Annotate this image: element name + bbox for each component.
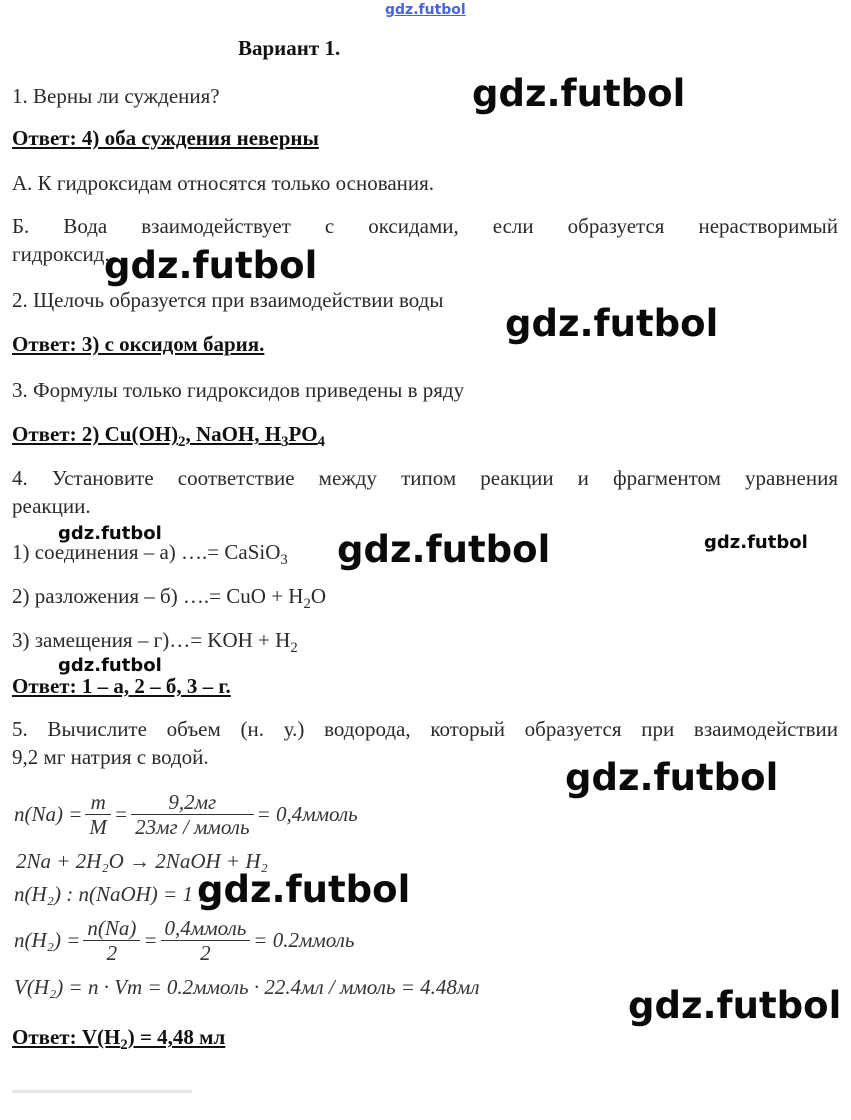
watermark: gdz.futbol	[565, 756, 779, 799]
cut-off-text-line	[12, 1090, 192, 1093]
formula-moles-h2: n(H₂) = $\frac{n(Na)}{2}$ = $\frac{\text{0,4ммоль}}{2}$ = 0.2ммоль	[14, 916, 355, 965]
page-title: Вариант 1.	[238, 36, 341, 60]
answer-5: Ответ: $V(H_2) = 4,48$ мл	[12, 1025, 226, 1054]
answer-2: Ответ: 3) с оксидом бария.	[12, 332, 265, 356]
question-5-line1: 5. Вычислите объем (н. у.) водорода, который образуется при взаимодействии	[12, 717, 838, 741]
watermark: gdz.futbol	[337, 528, 551, 571]
top-watermark-link[interactable]: gdz.futbol	[385, 2, 466, 18]
watermark: gdz.futbol	[628, 984, 842, 1027]
formula-reaction: 2Na + 2H₂O → 2NaOH + H₂	[16, 849, 268, 873]
formula-volume: V(H₂) = n · Vm = 0.2ммоль · 22.4мл / ммоль = 4.48мл	[14, 975, 480, 999]
match-item-1: 1) соединения – а) ….= CaSiO$_3$	[12, 540, 288, 569]
answer-3: Ответ: 2) $Cu(OH)_2$, NaOH, $H_3PO_4$	[12, 422, 325, 451]
formula-moles-na: n(Na) = $\frac{m}{M}$ = $\frac{9,2мг}{\text{23мг / ммоль}}$ = 0,4ммоль	[14, 790, 358, 839]
question-5-line2: 9,2 мг натрия с водой.	[12, 745, 209, 769]
watermark: gdz.futbol	[505, 302, 719, 345]
answer-1: Ответ: 4) оба суждения неверны	[12, 126, 319, 150]
watermark: gdz.futbol	[104, 244, 318, 287]
question-4-line1: 4. Установите соответствие между типом реакции и фрагментом уравнения	[12, 466, 838, 490]
question-2: 2. Щелочь образуется при взаимодействии воды	[12, 288, 444, 312]
question-4-line2: реакции.	[12, 494, 91, 518]
question-1: 1. Верны ли суждения?	[12, 84, 220, 108]
watermark: gdz.futbol	[58, 655, 162, 676]
watermark: gdz.futbol	[472, 72, 686, 115]
watermark: gdz.futbol	[704, 532, 808, 553]
statement-b-line1: Б. Вода взаимодействует с оксидами, если образуется нерастворимый	[12, 214, 838, 238]
answer-4: Ответ: 1 – а, 2 – б, 3 – г.	[12, 674, 231, 698]
watermark: gdz.futbol	[58, 523, 162, 544]
match-item-2: 2) разложения – б) ….= CuO + $H_2O$	[12, 584, 326, 613]
formula-ratio: n(H₂) : n(NaOH) = 1 : 2	[14, 882, 221, 906]
watermark: gdz.futbol	[197, 868, 411, 911]
match-item-3: 3) замещения – г)…= KOH + $H_2$	[12, 628, 298, 657]
question-3: 3. Формулы только гидроксидов приведены в ряду	[12, 378, 465, 402]
statement-a: А. К гидроксидам относятся только основания.	[12, 171, 435, 195]
statement-b-line2: гидроксид.	[12, 242, 110, 266]
